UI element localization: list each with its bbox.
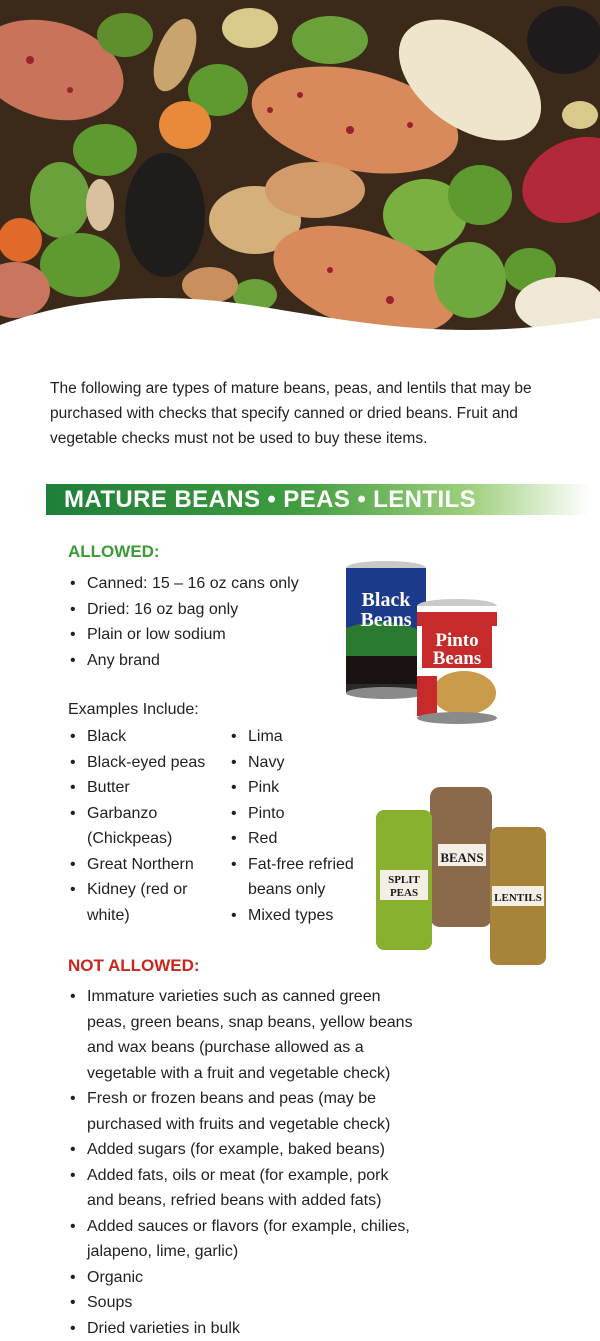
list-item: • Pink bbox=[229, 775, 359, 801]
bag-label-split: SPLIT bbox=[388, 874, 420, 886]
list-item: • Organic bbox=[68, 1265, 418, 1291]
bag-label-beans: BEANS bbox=[440, 850, 483, 865]
list-item: • Added fats, oils or meat (for example, pork and beans, refried beans with added fats) bbox=[68, 1163, 418, 1214]
list-item: • Lima bbox=[229, 724, 359, 750]
list-item: • Canned: 15 – 16 oz cans only bbox=[68, 571, 299, 597]
list-item: • Mixed types bbox=[229, 903, 359, 929]
canned-beans-image bbox=[340, 558, 505, 733]
list-item: • Fat-free refried beans only bbox=[229, 852, 363, 903]
not-allowed-heading: NOT ALLOWED: bbox=[68, 956, 200, 976]
bag-label-lentils: LENTILS bbox=[494, 892, 542, 904]
can-label-pinto-beans: Beans bbox=[433, 648, 482, 669]
hero-beans-photo bbox=[0, 0, 600, 345]
list-item: • Great Northern bbox=[68, 852, 218, 878]
list-item: • Soups bbox=[68, 1290, 418, 1316]
list-item: • Plain or low sodium bbox=[68, 622, 299, 648]
can-label-pinto: Pinto bbox=[435, 630, 478, 651]
list-item: • Added sauces or flavors (for example, chilies, jalapeno, lime, garlic) bbox=[68, 1214, 418, 1265]
list-item: • Kidney (red or white) bbox=[68, 877, 197, 928]
dried-bags-image bbox=[368, 782, 553, 977]
section-title: MATURE BEANS • PEAS • LENTILS bbox=[46, 484, 590, 515]
list-item: • Navy bbox=[229, 750, 359, 776]
list-item: • Butter bbox=[68, 775, 218, 801]
section-banner bbox=[46, 484, 590, 515]
list-item: • Red bbox=[229, 826, 359, 852]
list-item: • Immature varieties such as canned green peas, green beans, snap beans, yellow beans and wax beans (purchase allowed as a vegetable with a fruit and vegetable check) bbox=[68, 984, 418, 1086]
bag-label-peas: PEAS bbox=[390, 887, 418, 899]
list-item: • Black bbox=[68, 724, 218, 750]
can-label-beans: Beans bbox=[360, 609, 411, 631]
list-item: • Dried: 16 oz bag only bbox=[68, 597, 299, 623]
examples-title: Examples Include: bbox=[68, 701, 199, 719]
intro-paragraph: The following are types of mature beans, peas, and lentils that may be purchased with checks that specify canned or dried beans. Fruit and vegetable checks must not be used to buy these items. bbox=[50, 376, 560, 451]
examples-column-2 bbox=[229, 724, 359, 928]
list-item: • Fresh or frozen beans and peas (may be purchased with fruits and vegetable check) bbox=[68, 1086, 418, 1137]
allowed-heading: ALLOWED: bbox=[68, 542, 160, 562]
list-item: • Dried varieties in bulk bbox=[68, 1316, 418, 1341]
not-allowed-list bbox=[68, 984, 418, 1341]
examples-column-1 bbox=[68, 724, 218, 928]
allowed-list bbox=[68, 571, 299, 673]
list-item: • Black-eyed peas bbox=[68, 750, 218, 776]
list-item: • Garbanzo (Chickpeas) bbox=[68, 801, 182, 852]
list-item: • Any brand bbox=[68, 648, 299, 674]
can-label-black: Black bbox=[362, 589, 412, 611]
list-item: • Pinto bbox=[229, 801, 359, 827]
list-item: • Added sugars (for example, baked beans) bbox=[68, 1137, 418, 1163]
